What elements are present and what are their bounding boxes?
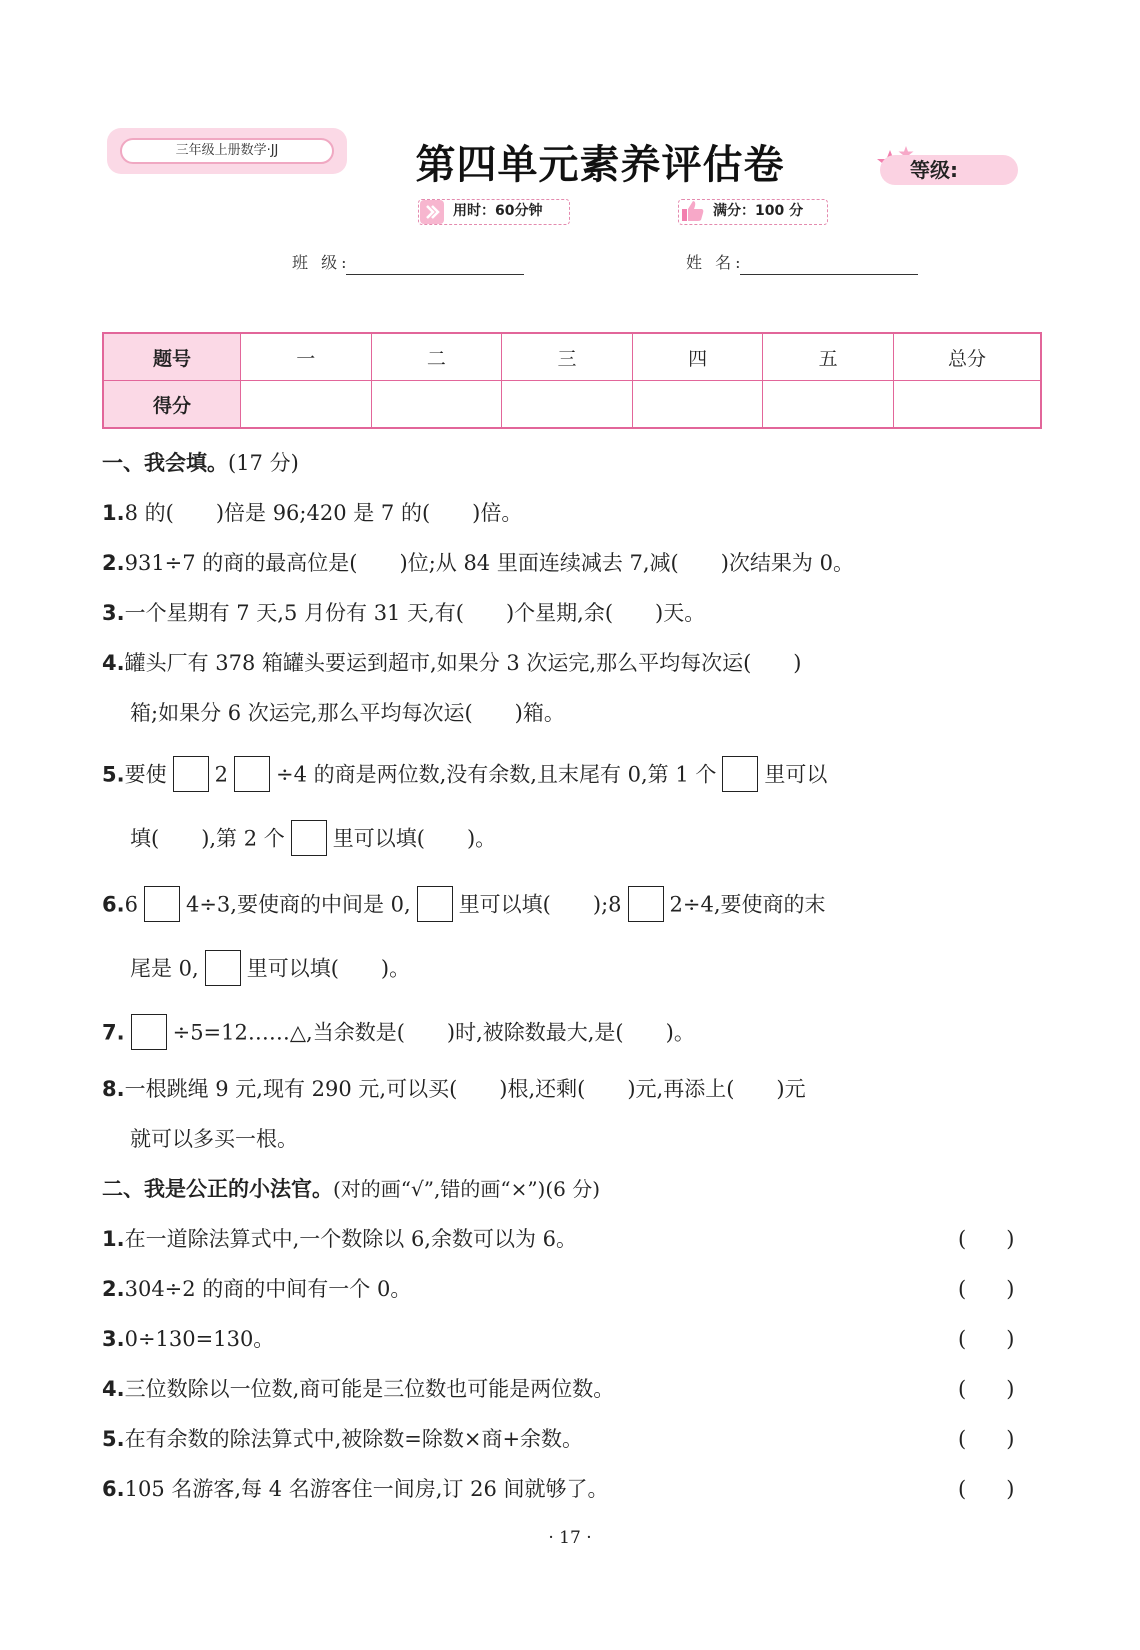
question-number: 5. — [102, 1427, 125, 1451]
name-label: 姓 名: — [686, 253, 745, 272]
level-label: 等级: — [910, 158, 958, 182]
question-1 — [102, 498, 522, 528]
section-title: 二、我是公正的小法官。 — [102, 1177, 333, 1201]
time-limit: 用时：60分钟 — [418, 199, 570, 225]
question-6 — [102, 888, 826, 924]
question-2 — [102, 548, 854, 578]
blank-box[interactable] — [131, 1014, 167, 1050]
question-text: 一个星期有 7 天,5 月份有 31 天,有( )个星期,余( )天。 — [124, 601, 706, 625]
score-table — [102, 332, 1042, 429]
answer-parens[interactable]: () — [958, 1277, 1055, 1301]
question-number: 3. — [102, 1327, 125, 1351]
question-text: 105 名游客,每 4 名游客住一间房,订 26 间就够了。 — [124, 1477, 609, 1501]
question-text: 4÷3,要使商的中间是 0, — [185, 892, 411, 917]
question-number: 2. — [102, 1277, 125, 1301]
question-text: 2 — [214, 762, 228, 787]
blank-box[interactable] — [144, 886, 180, 922]
question-5-continued — [130, 822, 496, 858]
score-cell[interactable] — [763, 381, 894, 429]
answer-parens[interactable]: () — [958, 1327, 1055, 1351]
question-6-continued — [130, 952, 410, 988]
table-cell: 题号 — [103, 333, 241, 381]
section-note: (对的画“√”,错的画“×”)(6 分) — [333, 1177, 601, 1201]
question-text: 里可以填( )。 — [332, 826, 497, 851]
table-cell: 一 — [241, 333, 372, 381]
question-text: 三位数除以一位数,商可能是三位数也可能是两位数。 — [124, 1377, 615, 1401]
question-number: 1. — [102, 501, 125, 525]
score-cell[interactable] — [894, 381, 1042, 429]
score-cell[interactable] — [502, 381, 633, 429]
question-8 — [102, 1074, 806, 1104]
table-cell: 三 — [502, 333, 633, 381]
table-row — [103, 381, 1041, 429]
answer-parens[interactable]: () — [958, 1377, 1055, 1401]
answer-parens[interactable]: () — [958, 1427, 1055, 1451]
question-number: 4. — [102, 651, 125, 675]
judge-item — [102, 1274, 411, 1304]
class-label: 班 级: — [292, 253, 351, 272]
question-text: 0÷130=130。 — [124, 1327, 275, 1351]
judge-item — [102, 1374, 614, 1404]
question-5 — [102, 758, 827, 794]
question-text: 里可以 — [764, 762, 828, 787]
question-text: 里可以填( )。 — [246, 956, 411, 981]
table-cell: 得分 — [103, 381, 241, 429]
question-3 — [102, 598, 705, 628]
answer-parens[interactable]: () — [958, 1477, 1055, 1501]
question-4 — [102, 648, 801, 678]
question-text: 304÷2 的商的中间有一个 0。 — [124, 1277, 412, 1301]
table-cell: 总分 — [894, 333, 1042, 381]
blank-box[interactable] — [722, 756, 758, 792]
question-number: 2. — [102, 551, 125, 575]
question-text: 2÷4,要使商的末 — [669, 892, 826, 917]
table-cell: 二 — [371, 333, 502, 381]
question-number: 5. — [102, 762, 125, 787]
section-points: (17 分) — [228, 451, 299, 475]
question-number: 7. — [102, 1020, 125, 1045]
score-cell[interactable] — [632, 381, 763, 429]
question-text: 在有余数的除法算式中,被除数=除数×商+余数。 — [124, 1427, 584, 1451]
judge-item — [102, 1324, 274, 1354]
question-text: 要使 — [124, 762, 167, 787]
grade-tag: 三年级上册数学·JJ — [120, 138, 334, 164]
question-7 — [102, 1016, 695, 1052]
question-text: ÷4 的商是两位数,没有余数,且末尾有 0,第 1 个 — [275, 762, 717, 787]
score-cell[interactable] — [371, 381, 502, 429]
section1-heading — [102, 448, 299, 478]
blank-box[interactable] — [173, 756, 209, 792]
blank-box[interactable] — [417, 886, 453, 922]
blank-box[interactable] — [234, 756, 270, 792]
full-score: 满分：100 分 — [678, 199, 828, 225]
question-8-continued: 就可以多买一根。 — [130, 1127, 298, 1151]
answer-parens[interactable]: () — [958, 1227, 1055, 1251]
question-4-continued: 箱;如果分 6 次运完,那么平均每次运( )箱。 — [130, 701, 565, 725]
page-number: · 17 · — [548, 1528, 592, 1548]
question-text: 里可以填( );8 — [458, 892, 622, 917]
question-text: 6 — [124, 892, 138, 917]
table-row — [103, 333, 1041, 381]
page-title: 第四单元素养评估卷 — [415, 141, 785, 188]
judge-item — [102, 1424, 583, 1454]
question-number: 8. — [102, 1077, 125, 1101]
question-text: 在一道除法算式中,一个数除以 6,余数可以为 6。 — [124, 1227, 578, 1251]
class-field[interactable] — [346, 274, 524, 275]
question-text: 罐头厂有 378 箱罐头要运到超市,如果分 3 次运完,那么平均每次运( ) — [124, 651, 802, 675]
question-text: ÷5=12……△,当余数是( )时,被除数最大,是( )。 — [172, 1020, 695, 1045]
judge-item — [102, 1474, 608, 1504]
question-number: 3. — [102, 601, 125, 625]
question-number: 1. — [102, 1227, 125, 1251]
blank-box[interactable] — [628, 886, 664, 922]
score-cell[interactable] — [241, 381, 372, 429]
table-cell: 五 — [763, 333, 894, 381]
question-text: 8 的( )倍是 96;420 是 7 的( )倍。 — [124, 501, 523, 525]
section2-heading — [102, 1174, 600, 1204]
question-text: 一根跳绳 9 元,现有 290 元,可以买( )根,还剩( )元,再添上( )元 — [124, 1077, 806, 1101]
name-field[interactable] — [740, 274, 918, 275]
question-text: 尾是 0, — [130, 956, 199, 981]
judge-item — [102, 1224, 577, 1254]
question-number: 6. — [102, 892, 125, 917]
section-title: 一、我会填。 — [102, 451, 228, 475]
question-number: 6. — [102, 1477, 125, 1501]
question-text: 931÷7 的商的最高位是( )位;从 84 里面连续减去 7,减( )次结果为 0。 — [124, 551, 854, 575]
blank-box[interactable] — [205, 950, 241, 986]
table-cell: 四 — [632, 333, 763, 381]
blank-box[interactable] — [291, 820, 327, 856]
question-text: 填( ),第 2 个 — [130, 826, 285, 851]
question-number: 4. — [102, 1377, 125, 1401]
